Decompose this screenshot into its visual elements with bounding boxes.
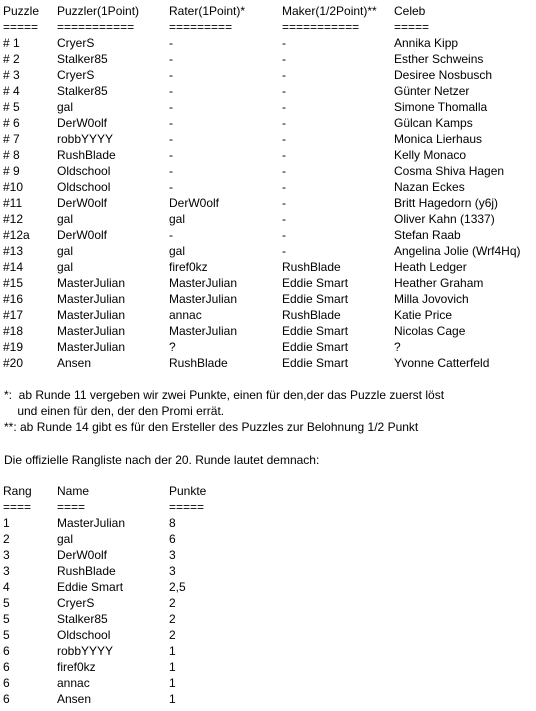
puzzle-cell-puzzler: MasterJulian [57, 308, 126, 322]
puzzle-cell-rater: MasterJulian [169, 292, 238, 306]
note-star-1-line-1: *: ab Runde 11 vergeben wir zwei Punkte, einen für den,der das Puzzle zuerst löst [4, 388, 445, 402]
ranking-row [0, 691, 536, 707]
puzzle-cell-puzzler: gal [57, 244, 74, 258]
ranking-cell-name: CryerS [57, 596, 95, 610]
puzzle-cell-puzzler: Stalker85 [57, 52, 108, 66]
puzzle-row [0, 83, 536, 99]
puzzle-cell-maker: - [282, 244, 286, 258]
puzzle-row [0, 131, 536, 147]
puzzle-cell-puzzle: #11 [3, 196, 23, 210]
puzzle-cell-maker: - [282, 228, 286, 242]
ranking-cell-name: Eddie Smart [57, 580, 124, 594]
puzzle-cell-puzzler: gal [57, 100, 74, 114]
puzzle-cell-maker: - [282, 100, 286, 114]
puzzle-cell-puzzle: # 7 [3, 132, 20, 146]
puzzle-cell-puzzler: Oldschool [57, 180, 111, 194]
puzzle-cell-rater: - [169, 52, 173, 66]
puzzle-cell-rater: - [169, 164, 173, 178]
ranking-row [0, 531, 536, 547]
puzzle-cell-maker: - [282, 36, 286, 50]
ranking-cell-rang: 2 [3, 532, 10, 546]
puzzle-cell-maker: - [282, 52, 286, 66]
puzzle-cell-maker: RushBlade [282, 308, 341, 322]
puzzle-cell-puzzler: Ansen [57, 356, 92, 370]
puzzle-cell-puzzler: =========== [57, 20, 135, 34]
ranking-cell-punkte: 2 [169, 612, 176, 626]
puzzle-cell-celeb: Celeb [394, 4, 426, 18]
puzzle-cell-rater: - [169, 148, 173, 162]
puzzle-cell-puzzler: DerW0olf [57, 196, 108, 210]
puzzle-cell-rater: - [169, 84, 173, 98]
puzzle-row [0, 323, 536, 339]
puzzle-cell-puzzle: # 9 [3, 164, 20, 178]
puzzle-cell-puzzle: #15 [3, 276, 24, 290]
puzzle-cell-puzzler: MasterJulian [57, 276, 126, 290]
puzzle-cell-puzzler: MasterJulian [57, 292, 126, 306]
ranking-cell-rang: 6 [3, 692, 10, 706]
puzzle-cell-puzzle: # 1 [3, 36, 20, 50]
puzzle-cell-maker: - [282, 196, 286, 210]
puzzle-cell-rater: ========= [169, 20, 233, 34]
puzzle-cell-puzzle: #17 [3, 308, 24, 322]
ranking-row [0, 643, 536, 659]
puzzle-cell-puzzler: robbYYYY [57, 132, 114, 146]
puzzle-cell-puzzle: # 4 [3, 84, 20, 98]
puzzle-cell-rater: - [169, 36, 173, 50]
puzzle-cell-celeb: Oliver Kahn (1337) [394, 212, 495, 226]
ranking-cell-name: Stalker85 [57, 612, 108, 626]
ranking-cell-name: DerW0olf [57, 548, 108, 562]
puzzle-cell-celeb: Monica Lierhaus [394, 132, 483, 146]
puzzle-cell-celeb: Günter Netzer [394, 84, 470, 98]
puzzle-cell-puzzler: MasterJulian [57, 324, 126, 338]
puzzle-row [0, 211, 536, 227]
puzzle-cell-rater: - [169, 116, 173, 130]
ranking-cell-punkte: 1 [169, 660, 176, 674]
ranking-cell-name: annac [57, 676, 90, 690]
ranking-row [0, 611, 536, 627]
puzzle-row [0, 147, 536, 163]
puzzle-cell-celeb: ===== [394, 20, 430, 34]
puzzle-row [0, 307, 536, 323]
ranking-cell-name: Name [57, 484, 90, 498]
puzzle-cell-maker: - [282, 68, 286, 82]
ranking-cell-name: ==== [57, 500, 86, 514]
ranking-cell-rang: 5 [3, 612, 10, 626]
puzzle-cell-puzzle: #12 [3, 212, 24, 226]
ranking-row [0, 627, 536, 643]
puzzle-cell-celeb: Heather Graham [394, 276, 484, 290]
puzzle-cell-celeb: Annika Kipp [394, 36, 459, 50]
ranking-cell-rang: 6 [3, 676, 10, 690]
note-star-2: **: ab Runde 14 gibt es für den Ersteller des Puzzles zur Belohnung 1/2 Punkt [4, 420, 419, 434]
puzzle-cell-puzzle: #19 [3, 340, 24, 354]
puzzle-cell-rater: - [169, 132, 173, 146]
puzzle-cell-maker: - [282, 84, 286, 98]
puzzle-cell-maker: Eddie Smart [282, 292, 349, 306]
ranking-cell-punkte: 3 [169, 548, 176, 562]
ranking-row [0, 579, 536, 595]
puzzle-cell-rater: RushBlade [169, 356, 228, 370]
puzzle-cell-maker: Eddie Smart [282, 324, 349, 338]
puzzle-row [0, 179, 536, 195]
puzzle-cell-puzzle: # 2 [3, 52, 20, 66]
puzzle-cell-maker: - [282, 132, 286, 146]
puzzle-cell-puzzler: DerW0olf [57, 228, 108, 242]
puzzle-cell-rater: ? [169, 340, 176, 354]
puzzle-cell-puzzle: #18 [3, 324, 24, 338]
puzzle-cell-puzzler: CryerS [57, 36, 95, 50]
ranking-cell-name: Oldschool [57, 628, 111, 642]
puzzle-cell-celeb: Kelly Monaco [394, 148, 467, 162]
ranking-cell-rang: 6 [3, 660, 10, 674]
ranking-cell-punkte: Punkte [169, 484, 207, 498]
puzzle-cell-puzzle: # 6 [3, 116, 20, 130]
ranking-cell-punkte: 3 [169, 564, 176, 578]
puzzle-cell-celeb: Angelina Jolie (Wrf4Hq) [394, 244, 521, 258]
puzzle-cell-puzzle: #12a [3, 228, 30, 242]
puzzle-cell-rater: - [169, 180, 173, 194]
ranking-row [0, 563, 536, 579]
puzzle-cell-maker: - [282, 164, 286, 178]
puzzle-cell-maker: Eddie Smart [282, 356, 349, 370]
puzzle-cell-puzzler: Oldschool [57, 164, 111, 178]
puzzle-row [0, 51, 536, 67]
ranking-cell-name: firef0kz [57, 660, 96, 674]
puzzle-cell-puzzler: Puzzler(1Point) [57, 4, 140, 18]
puzzle-cell-celeb: Esther Schweins [394, 52, 484, 66]
ranking-cell-punkte: 6 [169, 532, 176, 546]
puzzle-cell-puzzler: RushBlade [57, 148, 116, 162]
puzzle-cell-celeb: Milla Jovovich [394, 292, 469, 306]
puzzle-cell-rater: MasterJulian [169, 276, 238, 290]
ranking-cell-name: Ansen [57, 692, 92, 706]
ranking-row [0, 595, 536, 611]
puzzle-cell-puzzle: # 5 [3, 100, 20, 114]
ranking-cell-name: robbYYYY [57, 644, 114, 658]
ranking-cell-punkte: 1 [169, 676, 176, 690]
puzzle-row [0, 355, 536, 371]
puzzle-cell-puzzler: CryerS [57, 68, 95, 82]
puzzle-cell-celeb: Britt Hagedorn (y6j) [394, 196, 499, 210]
note-star-1-line-2: und einen für den, der den Promi errät. [4, 404, 225, 418]
puzzle-row [0, 243, 536, 259]
puzzle-cell-maker: - [282, 116, 286, 130]
puzzle-cell-rater: gal [169, 212, 186, 226]
puzzle-cell-rater: - [169, 100, 173, 114]
puzzle-cell-puzzle: # 8 [3, 148, 20, 162]
puzzle-cell-celeb: Gülcan Kamps [394, 116, 473, 130]
puzzle-cell-puzzle: #16 [3, 292, 24, 306]
ranking-cell-punkte: 2,5 [169, 580, 186, 594]
puzzle-cell-rater: firef0kz [169, 260, 208, 274]
puzzle-cell-maker: =========== [282, 20, 360, 34]
puzzle-cell-puzzler: MasterJulian [57, 340, 126, 354]
puzzle-cell-rater: gal [169, 244, 186, 258]
ranking-cell-name: gal [57, 532, 74, 546]
puzzle-row [0, 99, 536, 115]
puzzle-cell-puzzler: gal [57, 212, 74, 226]
puzzle-row [0, 195, 536, 211]
ranking-cell-punkte: 2 [169, 628, 176, 642]
ranking-cell-punkte: 1 [169, 692, 176, 706]
ranking-header-row [0, 483, 536, 499]
puzzle-cell-puzzler: Stalker85 [57, 84, 108, 98]
ranking-row [0, 675, 536, 691]
puzzle-cell-celeb: Cosma Shiva Hagen [394, 164, 505, 178]
puzzle-row [0, 291, 536, 307]
ranking-cell-punkte: 2 [169, 596, 176, 610]
puzzle-row [0, 67, 536, 83]
puzzle-cell-maker: Eddie Smart [282, 276, 349, 290]
ranking-cell-rang: 3 [3, 548, 10, 562]
puzzle-cell-puzzle: #14 [3, 260, 24, 274]
puzzle-row [0, 35, 536, 51]
ranking-cell-rang: 5 [3, 628, 10, 642]
puzzle-cell-maker: Maker(1/2Point)** [282, 4, 377, 18]
puzzle-cell-rater: Rater(1Point)* [169, 4, 246, 18]
puzzle-underline-row [0, 19, 536, 35]
puzzle-row [0, 275, 536, 291]
puzzle-cell-rater: - [169, 68, 173, 82]
ranking-row [0, 547, 536, 563]
ranking-cell-punkte: ===== [169, 500, 205, 514]
puzzle-row [0, 163, 536, 179]
puzzle-cell-maker: - [282, 148, 286, 162]
ranking-cell-punkte: 1 [169, 644, 176, 658]
ranking-cell-name: RushBlade [57, 564, 116, 578]
puzzle-cell-maker: RushBlade [282, 260, 341, 274]
puzzle-cell-celeb: Heath Ledger [394, 260, 467, 274]
puzzle-cell-celeb: Nicolas Cage [394, 324, 466, 338]
puzzle-cell-celeb: ? [394, 340, 401, 354]
puzzle-cell-celeb: Desiree Nosbusch [394, 68, 493, 82]
puzzle-cell-celeb: Nazan Eckes [394, 180, 465, 194]
puzzle-cell-maker: Eddie Smart [282, 340, 349, 354]
ranking-row [0, 515, 536, 531]
ranking-cell-rang: 5 [3, 596, 10, 610]
puzzle-cell-puzzle: #13 [3, 244, 24, 258]
puzzle-cell-puzzle: Puzzle [3, 4, 40, 18]
puzzle-row [0, 339, 536, 355]
puzzle-row [0, 259, 536, 275]
puzzle-cell-celeb: Stefan Raab [394, 228, 461, 242]
puzzle-cell-rater: - [169, 228, 173, 242]
puzzle-cell-maker: - [282, 180, 286, 194]
puzzle-cell-puzzle: #20 [3, 356, 24, 370]
ranking-cell-rang: Rang [3, 484, 32, 498]
ranking-underline-row [0, 499, 536, 515]
puzzle-header-row [0, 3, 536, 19]
ranking-cell-name: MasterJulian [57, 516, 126, 530]
ranking-cell-rang: 1 [3, 516, 10, 530]
puzzle-cell-celeb: Katie Price [394, 308, 453, 322]
ranking-cell-rang: 3 [3, 564, 10, 578]
puzzle-cell-rater: DerW0olf [169, 196, 220, 210]
puzzle-cell-rater: MasterJulian [169, 324, 238, 338]
ranking-cell-rang: 6 [3, 644, 10, 658]
puzzle-cell-puzzle: #10 [3, 180, 24, 194]
ranking-intro: Die offizielle Rangliste nach der 20. Runde lautet demnach: [4, 453, 320, 467]
puzzle-row [0, 227, 536, 243]
puzzle-row [0, 115, 536, 131]
puzzle-cell-rater: annac [169, 308, 202, 322]
ranking-cell-punkte: 8 [169, 516, 176, 530]
puzzle-cell-celeb: Simone Thomalla [394, 100, 488, 114]
ranking-row [0, 659, 536, 675]
puzzle-cell-puzzle: ===== [3, 20, 39, 34]
puzzle-cell-puzzler: gal [57, 260, 74, 274]
puzzle-cell-celeb: Yvonne Catterfeld [394, 356, 490, 370]
ranking-cell-rang: 4 [3, 580, 10, 594]
puzzle-cell-maker: - [282, 212, 286, 226]
puzzle-cell-puzzler: DerW0olf [57, 116, 108, 130]
puzzle-cell-puzzle: # 3 [3, 68, 20, 82]
ranking-cell-rang: ==== [3, 500, 32, 514]
